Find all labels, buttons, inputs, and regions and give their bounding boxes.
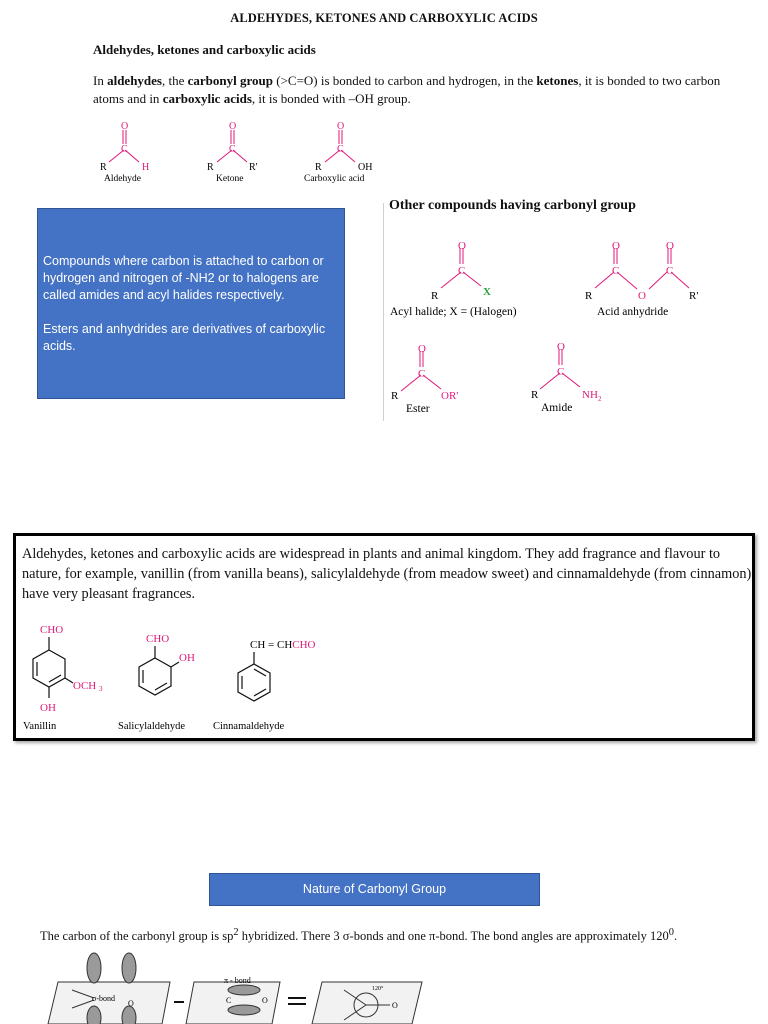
anhydride-r2: R'	[689, 290, 699, 302]
ester-carbon: C	[418, 368, 426, 380]
vanillin-subscript: 3	[99, 685, 103, 693]
pi-lobe-upper	[228, 985, 260, 995]
oxygen-label-1: O	[128, 999, 134, 1008]
callout-text-2: Esters and anhydrides are derivatives of carboxylic acids.	[43, 322, 326, 353]
p-orbital-upper-2	[122, 953, 136, 983]
acid-oh: OH	[358, 162, 373, 173]
acyl-oxygen: O	[458, 240, 466, 252]
ester-r: R	[391, 390, 399, 402]
aldehyde-carbon: C	[121, 144, 128, 155]
carbonyl-structures-diagram	[95, 118, 395, 188]
p-orbital-lower-1	[87, 1006, 101, 1024]
nature-text-3: .	[673, 929, 678, 944]
acid-oxygen: O	[337, 121, 345, 132]
ketone-label: Ketone	[216, 174, 244, 184]
vanillin-label: Vanillin	[23, 721, 57, 732]
cinnam-chain	[250, 639, 316, 651]
p-orbital-lower-2	[122, 1006, 136, 1024]
ketone-carbon: C	[229, 144, 236, 155]
anhydride-bridge-oxygen: O	[638, 290, 646, 302]
salicyl-ring	[139, 646, 179, 695]
aldehyde-h: H	[142, 162, 150, 173]
fragrance-structures-diagram	[20, 618, 340, 736]
orbital-plane-3	[312, 982, 422, 1024]
document-title: ALDEHYDES, KETONES AND CARBOXYLIC ACIDS	[230, 11, 538, 25]
aldehyde-oxygen: O	[121, 121, 129, 132]
acyl-carbon: C	[458, 265, 466, 277]
ketone-r1: R	[207, 162, 214, 173]
carbon-label-2: C	[226, 996, 232, 1005]
anhydride-label: Acid anhydride	[597, 306, 669, 318]
cinnam-chain-cho: CHO	[292, 639, 316, 651]
amide-r: R	[531, 389, 539, 401]
nature-sup-2: 0	[668, 927, 674, 938]
acid-label: Carboxylic acid	[304, 174, 365, 184]
intro-paragraph	[93, 72, 733, 108]
anhydride-carbon-2: C	[666, 265, 674, 277]
anhydride-oxygen-1: O	[612, 240, 620, 252]
cinnam-label: Cinnamaldehyde	[213, 721, 285, 732]
info-callout	[37, 208, 345, 399]
other-compounds-heading: Other compounds having carbonyl group	[389, 198, 636, 213]
acyl-halide-label: Acyl halide; X = (Halogen)	[390, 306, 517, 318]
vanillin-oh: OH	[40, 702, 56, 714]
acid-r: R	[315, 162, 322, 173]
nature-sup-1: 2	[233, 927, 239, 938]
amide-subscript: 2	[598, 395, 602, 403]
intro-bold-ketones: ketones	[536, 73, 579, 88]
intro-text: , it is bonded to two carbon atoms and in	[93, 73, 721, 106]
vanillin-cho: CHO	[40, 624, 64, 636]
intro-bold-carboxylic: carboxylic acids	[162, 91, 252, 106]
intro-text: , the	[162, 73, 188, 88]
ester-oxygen: O	[418, 343, 426, 355]
amide-oxygen: O	[557, 341, 565, 353]
amide-label: Amide	[541, 402, 573, 414]
cinnam-chain-black: CH = CH	[250, 639, 293, 651]
section-heading: Aldehydes, ketones and carboxylic acids	[93, 42, 316, 57]
amide-carbon: C	[557, 366, 565, 378]
vanillin-ring	[33, 637, 73, 698]
intro-bold-aldehydes: aldehydes	[107, 73, 162, 88]
fragrance-paragraph: Aldehydes, ketones and carboxylic acids are widespread in plants and animal kingdom. They add fragrance and flavour to nature, for example, vanillin (from vanilla beans), salicylaldehyde (from meadow sweet) and cinnamaldehyde (from cinnamon) have very pleasant fragrances.	[22, 546, 752, 602]
anhydride-oxygen-2: O	[666, 240, 674, 252]
amide-nh: NH	[582, 389, 598, 401]
pi-lobe-lower	[228, 1005, 260, 1015]
divider	[383, 203, 384, 421]
nature-paragraph	[40, 927, 677, 944]
anhydride-bonds	[595, 248, 689, 289]
acyl-r: R	[431, 290, 439, 302]
orbital-plane-1	[48, 982, 170, 1024]
salicyl-label: Salicylaldehyde	[118, 721, 186, 732]
aldehyde-label: Aldehyde	[104, 174, 141, 184]
orbital-diagram	[44, 950, 444, 1024]
p-orbital-upper-1	[87, 953, 101, 983]
anhydride-carbon-1: C	[612, 265, 620, 277]
intro-text: In	[93, 73, 108, 88]
acyl-x: X	[483, 286, 491, 298]
ketone-oxygen: O	[229, 121, 237, 132]
intro-text: , it is bonded with –OH group.	[251, 91, 411, 106]
other-compounds-diagram	[385, 236, 705, 421]
anhydride-r1: R	[585, 290, 593, 302]
callout-text-1: Compounds where carbon is attached to carbon or hydrogen and nitrogen of -NH2 or to halogens are called amides and acyl halides respectively.	[43, 254, 324, 302]
cinnam-ring	[238, 652, 270, 701]
oxygen-label-2: O	[262, 996, 268, 1005]
angle-label: 120°	[372, 986, 384, 992]
intro-bold-carbonyl: carbonyl group	[187, 73, 273, 88]
nature-banner: Nature of Carbonyl Group	[209, 873, 540, 906]
ketone-r2: R'	[249, 162, 258, 173]
intro-text: (>C=O) is bonded to carbon and hydrogen, in the	[273, 73, 537, 88]
vanillin-och3: OCH	[73, 680, 97, 692]
ester-or: OR'	[441, 390, 459, 402]
nature-text-1: The carbon of the carbonyl group is sp	[40, 929, 234, 944]
acid-carbon: C	[337, 144, 344, 155]
salicyl-cho: CHO	[146, 633, 170, 645]
oxygen-label-3: O	[392, 1001, 398, 1010]
sigma-bond-label: σ-bond	[92, 994, 115, 1003]
aldehyde-r: R	[100, 162, 107, 173]
salicyl-oh: OH	[179, 652, 195, 664]
pi-bond-label: π - bond	[224, 976, 251, 985]
nature-text-2: hybridized. There 3 σ-bonds and one π-bond. The bond angles are approximately 120	[238, 929, 669, 944]
ester-label: Ester	[406, 403, 430, 415]
